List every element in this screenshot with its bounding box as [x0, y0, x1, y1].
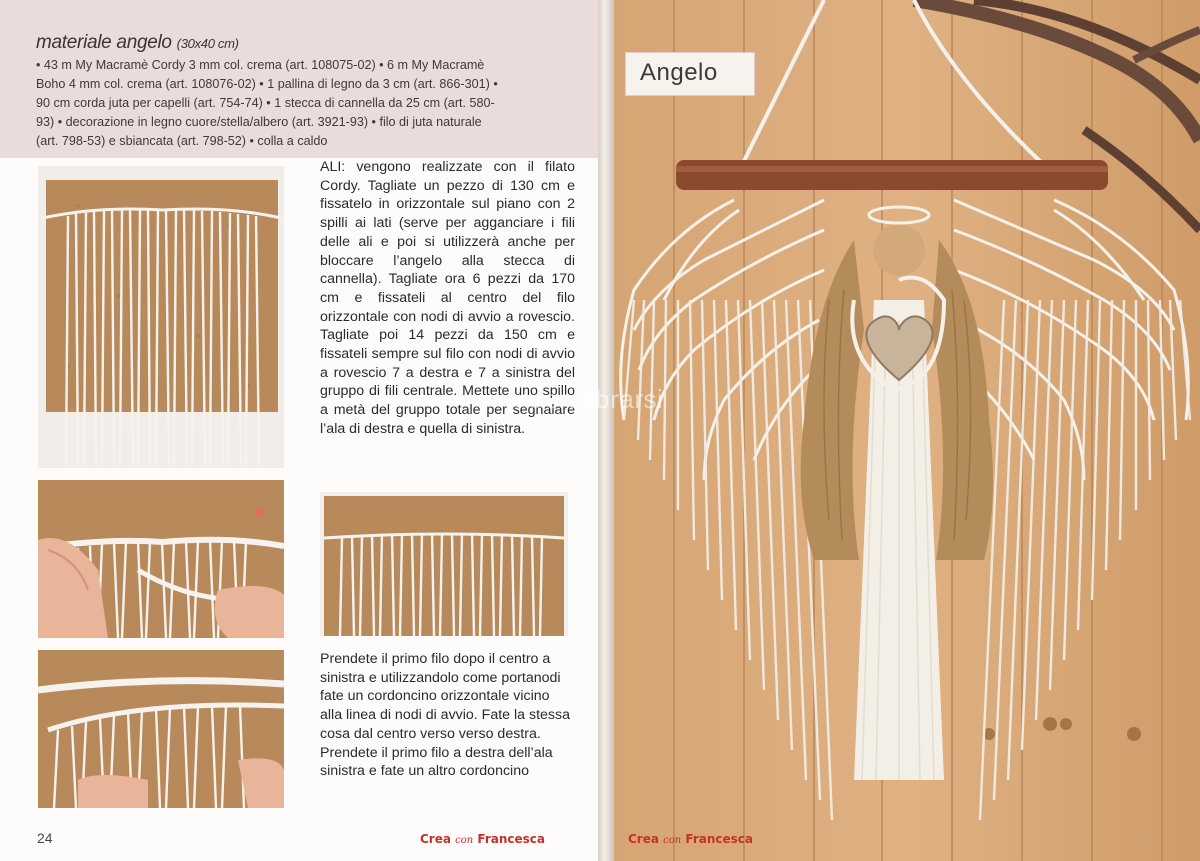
materials-dimensions: (30x40 cm)	[176, 36, 239, 51]
title-label	[625, 52, 755, 96]
step-photo-1	[38, 166, 284, 468]
right-page	[614, 0, 1200, 861]
materials-list	[36, 56, 576, 151]
instructions-wings: ALI: vengono realizzate con il filato Cordy. Tagliate un pezzo di 130 cm e fissatelo in orizzontale sul piano con 2 spilli ai lati (serve per agganciare i fili delle ali e poi si utilizzerà anche per bloccare l’angelo alla stecca di cannella). Tagliate ora 6 pezzi da 170 cm e fissateli al centro del filo orizzontale con nodi di avvio a rovescio. Tagliate poi 14 pezzi da 150 cm e fissateli sempre sul filo con nodi di avvio a rovescio 7 a destra e 7 a sinistra del gruppo di fili centrale. Mettete uno spillo a metà del gruppo totale per segnalare l’ala di destra e quella di sinistra.	[320, 159, 575, 437]
materials-line: 93) • decorazione in legno cuore/stella/albero (art. 3921-93) • filo di juta naturale	[36, 115, 482, 129]
materials-title: materiale angelo	[36, 32, 172, 53]
instructions-continued	[320, 650, 575, 781]
materials-line: • 43 m My Macramè Cordy 3 mm col. crema (art. 108075-02) • 6 m My Macramè	[36, 58, 485, 72]
brand-word: Crea	[420, 832, 451, 846]
brand-word: con	[455, 835, 474, 846]
left-page	[0, 0, 598, 861]
step-photo-3	[38, 650, 284, 808]
book-spine	[598, 0, 614, 861]
materials-line: (art. 798-53) e sbiancata (art. 798-52) • colla a caldo	[36, 134, 328, 148]
step-photo-2	[38, 480, 284, 638]
brand-word: Crea	[628, 832, 659, 846]
step-photo-4	[320, 492, 568, 636]
angel-photo	[614, 0, 1200, 861]
materials-line: 90 cm corda juta per capelli (art. 754-74) • 1 stecca di cannella da 25 cm (art. 580-	[36, 96, 495, 110]
page-number-left: 24	[37, 830, 53, 846]
page-number-right: 25	[1140, 828, 1156, 844]
watermark: macrolibrarsi	[508, 384, 664, 414]
materials-box	[0, 0, 598, 158]
materials-heading	[36, 32, 578, 54]
brand-word: con	[663, 835, 682, 846]
brand-word: Francesca	[477, 832, 545, 846]
brand-footer-right	[628, 832, 753, 846]
materials-line: Boho 4 mm col. crema (art. 108076-02) • 1 pallina di legno da 3 cm (art. 866-301) •	[36, 77, 498, 91]
page-title: Angelo	[640, 59, 718, 86]
brand-word: Francesca	[685, 832, 753, 846]
instructions-paragraph: Prendete il primo filo a destra dell’ala sinistra e fate un altro cordoncino	[320, 744, 553, 780]
instructions-paragraph: Prendete il primo filo dopo il centro a sinistra e utilizzandolo come portanodi fate un cordoncino orizzontale vicino alla linea di nodi di avvio. Fate la stessa cosa dal centro verso verso destra.	[320, 651, 570, 742]
brand-footer-left	[420, 832, 545, 846]
